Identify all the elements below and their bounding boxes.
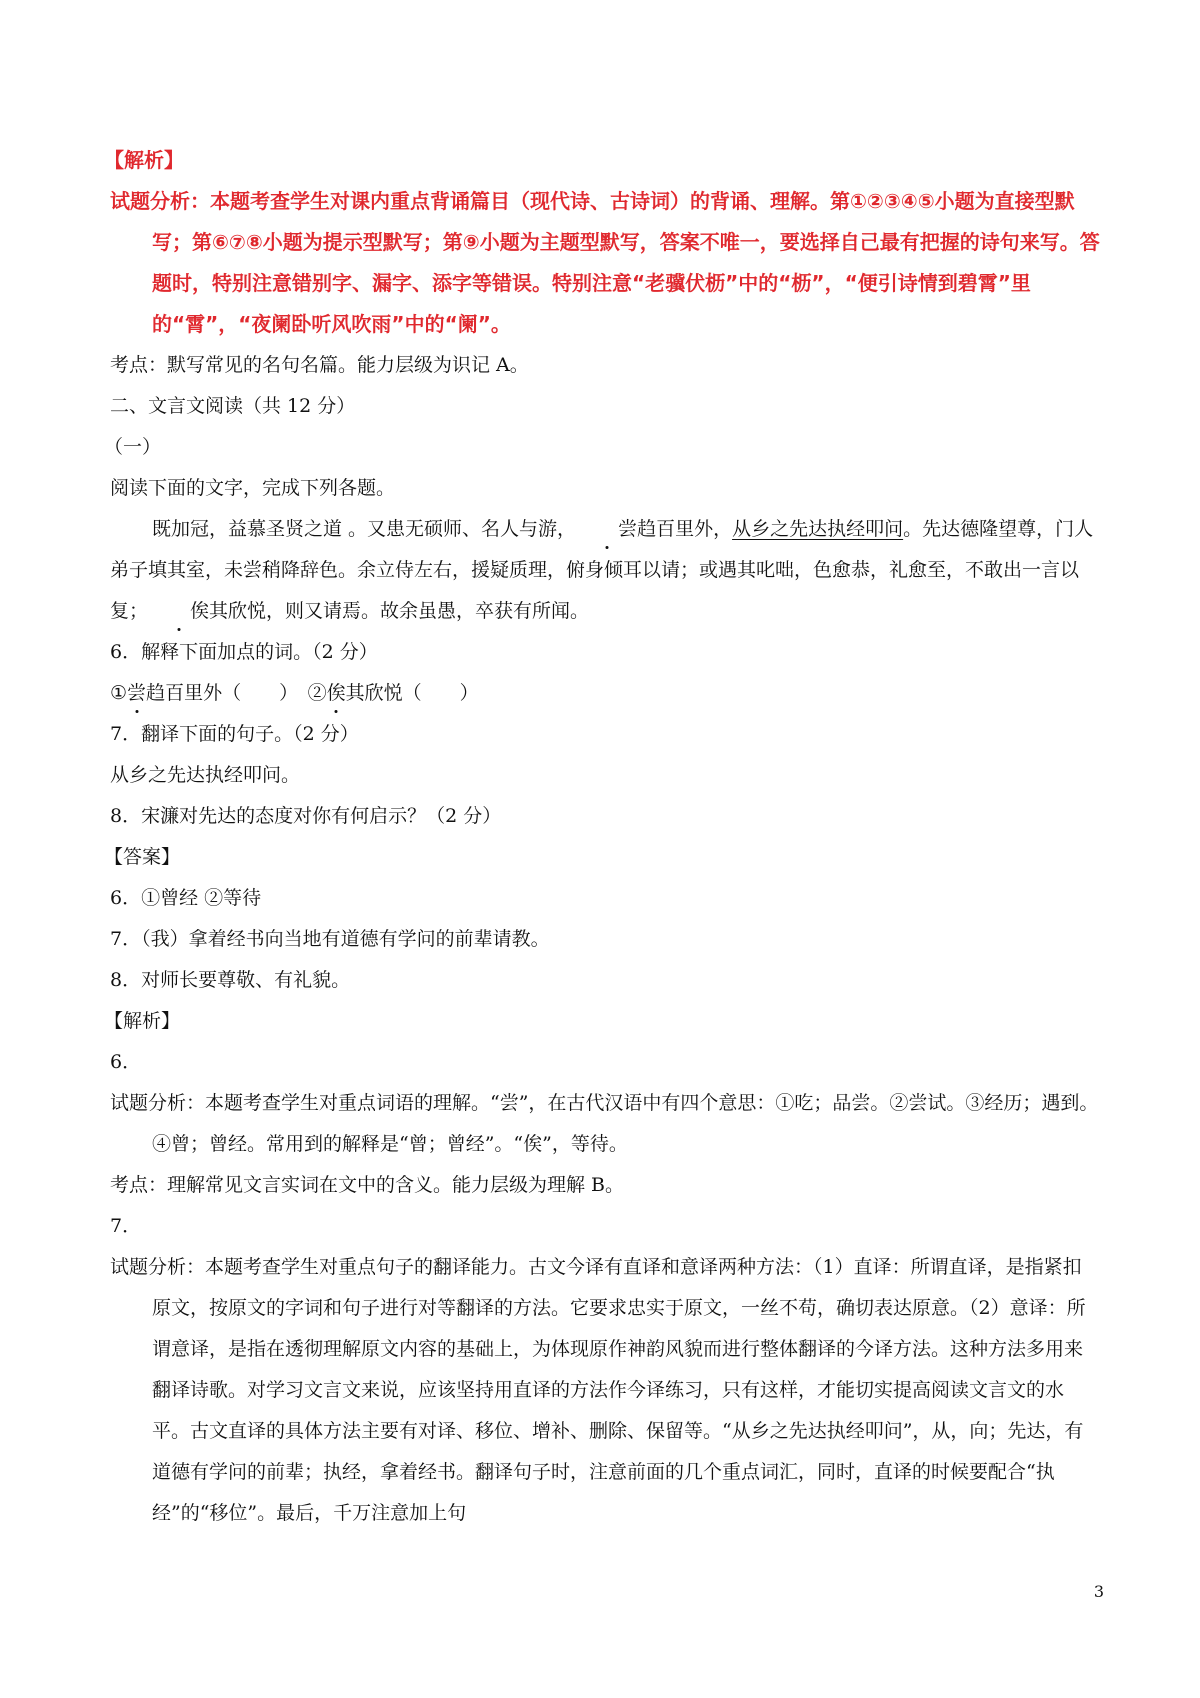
document-page: [104, 140, 1100, 1534]
question-8: 8．宋濂对先达的态度对你有何启示？（2 分）: [110, 805, 502, 827]
passage-part-1: 既加冠，益慕圣贤之道 。又患无硕师、名人与游，: [152, 518, 577, 540]
section2-title: 二、文言文阅读（共 12 分）: [110, 395, 356, 417]
analysis-7-text: 试题分析：本题考查学生对重点句子的翻译能力。古文今译有直译和意译两种方法：（1）直译：所谓直译，是指紧扣原文，按原文的字词和句子进行对等翻译的方法。它要求忠实于原文，一丝不苟，确切表达原意。（2）意译：所谓意译，是指在透彻理解原文内容的基础上，为体现原作神韵风貌而进行整体翻译的今译方法。这种方法多用来翻译诗歌。对学习文言文来说，应该坚持用直译的方法作今译练习，只有这样，才能切实提高阅读文言文的水平。古文直译的具体方法主要有对译、移位、增补、删除、保留等。“从乡之先达执经叩问”，从，向；先达，有道德有学问的前辈；执经，拿着经书。翻译句子时，注意前面的几个重点词汇，同时，直译的时候要配合“执经”的“移位”。最后，千万注意加上句: [110, 1256, 1086, 1524]
question-7-sentence: 从乡之先达执经叩问。: [110, 764, 301, 786]
item-b-dotted: 俟: [327, 673, 346, 714]
section2-instruction: 阅读下面的文字，完成下列各题。: [110, 477, 396, 499]
analysis-6-number: 6．: [110, 1051, 142, 1073]
item-a-dotted: 尝: [127, 673, 146, 714]
section1-analysis-header: 【解析】: [104, 148, 184, 172]
passage-part-3: 。先达德隆望尊，门人弟子填其室，未尝稍降辞色。余立侍左右，援疑质理，俯身倾耳以请；或遇其叱咄，色愈恭，礼愈至，不敢出一言以复；: [110, 518, 1094, 622]
analysis-header: 【解析】: [104, 1010, 181, 1032]
section1-kaodian: 考点：默写常见的名句名篇。能力层级为识记 A。: [110, 354, 529, 376]
analysis-6-text: 试题分析：本题考查学生对重点词语的理解。“尝”，在古代汉语中有四个意思：①吃；品尝。②尝试。③经历；遇到。④曾；曾经。常用到的解释是“曾；曾经”。“俟”，等待。: [110, 1092, 1099, 1155]
item-a-prefix: ①: [110, 682, 128, 704]
passage-part-4: 其欣悦，则又请焉。故余虽愚，卒获有所闻。: [209, 600, 590, 622]
item-a-rest: 趋百里外（ ） ②: [146, 682, 327, 704]
passage-part-2: 趋百里外，: [637, 518, 733, 540]
analysis-7-number: 7．: [110, 1215, 142, 1237]
answer-8: 8．对师长要尊敬、有礼貌。: [110, 969, 351, 991]
dotted-word-si: 俟: [148, 591, 209, 632]
section2-subtitle: （一）: [104, 436, 162, 458]
dotted-word-chang: 尝: [576, 509, 637, 550]
answer-header: 【答案】: [104, 846, 181, 868]
page-number: 3: [1093, 1582, 1104, 1601]
answer-7: 7．（我）拿着经书向当地有道德有学问的前辈请教。: [110, 928, 550, 950]
question-6: 6．解释下面加点的词。（2 分）: [110, 641, 378, 663]
classical-passage: [110, 509, 1100, 632]
underlined-sentence: 从乡之先达执经叩问: [732, 518, 904, 540]
question-6-items: [110, 673, 1100, 714]
item-b-rest: 其欣悦（ ）: [345, 682, 479, 704]
section1-analysis-text: 试题分析：本题考查学生对课内重点背诵篇目（现代诗、古诗词）的背诵、理解。第①②③④⑤小题为直接型默写；第⑥⑦⑧小题为提示型默写；第⑨小题为主题型默写，答案不唯一，要选择自己最有把握的诗句来写。答题时，特别注意错别字、漏字、添字等错误。特别注意“老骥伏枥”中的“枥”，“便引诗情到碧霄”里的“霄”，“夜阑卧听风吹雨”中的“阑”。: [110, 189, 1100, 336]
question-7: 7．翻译下面的句子。（2 分）: [110, 723, 359, 745]
analysis-6-kaodian: 考点：理解常见文言实词在文中的含义。能力层级为理解 B。: [110, 1174, 625, 1196]
answer-6: 6．①曾经 ②等待: [110, 887, 262, 909]
